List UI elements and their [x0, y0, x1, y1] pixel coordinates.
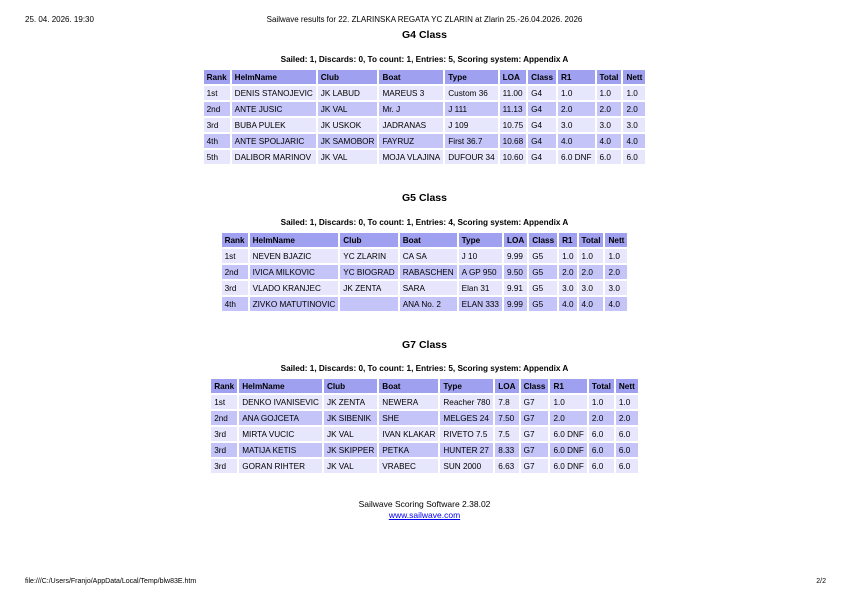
- cell-total: 1.0: [579, 249, 604, 263]
- column-header-helm: HelmName: [239, 379, 322, 393]
- cell-class: G7: [521, 411, 549, 425]
- column-header-r1: R1: [558, 70, 594, 84]
- cell-type: ELAN 333: [459, 297, 502, 311]
- cell-type: J 109: [445, 118, 497, 132]
- table-row: [222, 297, 628, 311]
- cell-loa: 11.00: [500, 86, 527, 100]
- cell-class: G5: [529, 281, 557, 295]
- column-header-rank: Rank: [222, 233, 248, 247]
- cell-total: 4.0: [597, 134, 622, 148]
- cell-nett: 2.0: [605, 265, 627, 279]
- cell-type: Reacher 780: [440, 395, 493, 409]
- table-row: [211, 411, 638, 425]
- cell-helm: MATIJA KETIS: [239, 443, 322, 457]
- cell-nett: 4.0: [605, 297, 627, 311]
- column-header-club: Club: [318, 70, 378, 84]
- column-header-total: Total: [579, 233, 604, 247]
- table-row: [222, 265, 628, 279]
- column-header-nett: Nett: [605, 233, 627, 247]
- cell-club: JK SKIPPER: [324, 443, 377, 457]
- page-number: 2/2: [816, 578, 826, 585]
- cell-total: 2.0: [579, 265, 604, 279]
- cell-r1: 1.0: [558, 86, 594, 100]
- cell-class: G7: [521, 443, 549, 457]
- cell-loa: 10.75: [500, 118, 527, 132]
- cell-total: 6.0: [589, 427, 614, 441]
- cell-loa: 10.68: [500, 134, 527, 148]
- column-header-boat: Boat: [379, 70, 443, 84]
- software-name: Sailwave Scoring Software 2.38.02: [358, 499, 491, 509]
- cell-loa: 8.33: [495, 443, 518, 457]
- cell-nett: 1.0: [623, 86, 645, 100]
- table-row: [204, 150, 646, 164]
- table-row: [204, 118, 646, 132]
- cell-boat: RABASCHEN: [400, 265, 457, 279]
- cell-rank: 5th: [204, 150, 230, 164]
- cell-total: 1.0: [589, 395, 614, 409]
- cell-r1: 1.0: [559, 249, 576, 263]
- cell-boat: FAYRUZ: [379, 134, 443, 148]
- table-header-row: [211, 379, 638, 393]
- cell-r1: 6.0 DNF: [558, 150, 594, 164]
- cell-r1: 4.0: [559, 297, 576, 311]
- cell-class: G4: [528, 86, 556, 100]
- cell-type: Custom 36: [445, 86, 497, 100]
- column-header-club: Club: [324, 379, 377, 393]
- table-row: [211, 427, 638, 441]
- cell-class: G5: [529, 297, 557, 311]
- cell-boat: MAREUS 3: [379, 86, 443, 100]
- column-header-total: Total: [589, 379, 614, 393]
- cell-club: JK SAMOBOR: [318, 134, 378, 148]
- cell-type: DUFOUR 34: [445, 150, 497, 164]
- table-row: [204, 86, 646, 100]
- cell-club: JK ZENTA: [324, 395, 377, 409]
- table-row: [211, 459, 638, 473]
- cell-boat: NEWERA: [379, 395, 438, 409]
- cell-rank: 4th: [204, 134, 230, 148]
- column-header-r1: R1: [550, 379, 586, 393]
- cell-loa: 9.99: [504, 249, 527, 263]
- file-path: file:///C:/Users/Franjo/AppData/Local/Temp/blw83E.htm: [25, 578, 197, 585]
- column-header-type: Type: [445, 70, 497, 84]
- cell-helm: BUBA PULEK: [232, 118, 316, 132]
- cell-total: 6.0: [589, 459, 614, 473]
- cell-nett: 2.0: [623, 102, 645, 116]
- cell-nett: 2.0: [616, 411, 638, 425]
- column-header-loa: LOA: [500, 70, 527, 84]
- cell-club: JK SIBENIK: [324, 411, 377, 425]
- cell-loa: 7.50: [495, 411, 518, 425]
- section-title: G5 Class: [402, 192, 447, 204]
- cell-helm: GORAN RIHTER: [239, 459, 322, 473]
- table-row: [222, 281, 628, 295]
- cell-club: JK VAL: [324, 427, 377, 441]
- column-header-rank: Rank: [204, 70, 230, 84]
- print-title: Sailwave results for 22. ZLARINSKA REGATA YC ZLARIN at Zlarin 25.-26.04.2026. 2026: [266, 15, 583, 24]
- cell-class: G5: [529, 249, 557, 263]
- cell-helm: DENIS STANOJEVIC: [232, 86, 316, 100]
- results-table: [202, 68, 648, 166]
- cell-rank: 3rd: [211, 459, 237, 473]
- cell-total: 3.0: [579, 281, 604, 295]
- cell-boat: SARA: [400, 281, 457, 295]
- cell-rank: 1st: [211, 395, 237, 409]
- column-header-r1: R1: [559, 233, 576, 247]
- section-summary: Sailed: 1, Discards: 0, To count: 1, Entries: 4, Scoring system: Appendix A: [280, 218, 569, 227]
- cell-r1: 2.0: [558, 102, 594, 116]
- cell-type: Elan 31: [459, 281, 502, 295]
- section-summary: Sailed: 1, Discards: 0, To count: 1, Entries: 5, Scoring system: Appendix A: [280, 55, 569, 64]
- column-header-boat: Boat: [400, 233, 457, 247]
- cell-class: G7: [521, 395, 549, 409]
- cell-boat: MOJA VLAJINA: [379, 150, 443, 164]
- software-credit: [0, 499, 849, 521]
- column-header-class: Class: [529, 233, 557, 247]
- table-row: [211, 395, 638, 409]
- cell-type: J 10: [459, 249, 502, 263]
- cell-boat: JADRANAS: [379, 118, 443, 132]
- cell-boat: SHE: [379, 411, 438, 425]
- cell-loa: 6.63: [495, 459, 518, 473]
- cell-loa: 7.8: [495, 395, 518, 409]
- table-header-row: [222, 233, 628, 247]
- column-header-helm: HelmName: [250, 233, 339, 247]
- cell-r1: 2.0: [550, 411, 586, 425]
- cell-nett: 4.0: [623, 134, 645, 148]
- print-datetime: 25. 04. 2026. 19:30: [25, 15, 94, 24]
- cell-type: RIVETO 7.5: [440, 427, 493, 441]
- cell-total: 6.0: [597, 150, 622, 164]
- cell-type: SUN 2000: [440, 459, 493, 473]
- cell-club: YC ZLARIN: [340, 249, 397, 263]
- cell-total: 2.0: [589, 411, 614, 425]
- column-header-loa: LOA: [504, 233, 527, 247]
- column-header-helm: HelmName: [232, 70, 316, 84]
- cell-class: G7: [521, 459, 549, 473]
- cell-total: 4.0: [579, 297, 604, 311]
- cell-helm: DALIBOR MARINOV: [232, 150, 316, 164]
- column-header-type: Type: [440, 379, 493, 393]
- cell-r1: 2.0: [559, 265, 576, 279]
- cell-r1: 3.0: [558, 118, 594, 132]
- section-title: G7 Class: [402, 339, 447, 351]
- cell-class: G4: [528, 102, 556, 116]
- cell-nett: 6.0: [616, 443, 638, 457]
- table-row: [222, 249, 628, 263]
- cell-rank: 3rd: [222, 281, 248, 295]
- cell-rank: 1st: [222, 249, 248, 263]
- cell-nett: 1.0: [605, 249, 627, 263]
- cell-total: 2.0: [597, 102, 622, 116]
- cell-r1: 6.0 DNF: [550, 459, 586, 473]
- cell-boat: CA SA: [400, 249, 457, 263]
- results-table: [220, 231, 630, 313]
- cell-rank: 2nd: [222, 265, 248, 279]
- column-header-type: Type: [459, 233, 502, 247]
- cell-boat: IVAN KLAKAR: [379, 427, 438, 441]
- cell-rank: 4th: [222, 297, 248, 311]
- cell-boat: PETKA: [379, 443, 438, 457]
- column-header-loa: LOA: [495, 379, 518, 393]
- cell-nett: 1.0: [616, 395, 638, 409]
- cell-club: JK USKOK: [318, 118, 378, 132]
- cell-class: G4: [528, 150, 556, 164]
- cell-boat: Mr. J: [379, 102, 443, 116]
- cell-class: G4: [528, 134, 556, 148]
- cell-club: JK VAL: [318, 102, 378, 116]
- cell-club: JK ZENTA: [340, 281, 397, 295]
- section-g4: [0, 29, 849, 166]
- cell-nett: 3.0: [605, 281, 627, 295]
- cell-total: 3.0: [597, 118, 622, 132]
- cell-rank: 3rd: [211, 443, 237, 457]
- cell-loa: 10.60: [500, 150, 527, 164]
- cell-r1: 4.0: [558, 134, 594, 148]
- cell-rank: 3rd: [211, 427, 237, 441]
- results-table: [209, 377, 640, 475]
- cell-class: G5: [529, 265, 557, 279]
- cell-helm: DENKO IVANISEVIC: [239, 395, 322, 409]
- column-header-nett: Nett: [623, 70, 645, 84]
- section-g7: [0, 339, 849, 475]
- column-header-club: Club: [340, 233, 397, 247]
- cell-total: 6.0: [589, 443, 614, 457]
- cell-rank: 2nd: [204, 102, 230, 116]
- cell-helm: ANTE JUSIC: [232, 102, 316, 116]
- cell-helm: ZIVKO MATUTINOVIC: [250, 297, 339, 311]
- cell-class: G7: [521, 427, 549, 441]
- section-g5: [0, 192, 849, 313]
- cell-helm: MIRTA VUCIC: [239, 427, 322, 441]
- cell-r1: 1.0: [550, 395, 586, 409]
- table-row: [204, 102, 646, 116]
- section-summary: Sailed: 1, Discards: 0, To count: 1, Entries: 5, Scoring system: Appendix A: [280, 364, 569, 373]
- cell-type: HUNTER 27: [440, 443, 493, 457]
- table-row: [204, 134, 646, 148]
- cell-class: G4: [528, 118, 556, 132]
- cell-club: YC BIOGRAD: [340, 265, 397, 279]
- cell-loa: 9.99: [504, 297, 527, 311]
- column-header-class: Class: [528, 70, 556, 84]
- cell-helm: ANA GOJCETA: [239, 411, 322, 425]
- cell-nett: 3.0: [623, 118, 645, 132]
- cell-helm: IVICA MILKOVIC: [250, 265, 339, 279]
- table-header-row: [204, 70, 646, 84]
- cell-loa: 11.13: [500, 102, 527, 116]
- cell-type: First 36.7: [445, 134, 497, 148]
- cell-r1: 6.0 DNF: [550, 427, 586, 441]
- cell-nett: 6.0: [616, 459, 638, 473]
- cell-loa: 7.5: [495, 427, 518, 441]
- cell-club: [340, 297, 397, 311]
- column-header-class: Class: [521, 379, 549, 393]
- cell-nett: 6.0: [616, 427, 638, 441]
- cell-club: JK VAL: [318, 150, 378, 164]
- column-header-rank: Rank: [211, 379, 237, 393]
- cell-rank: 3rd: [204, 118, 230, 132]
- column-header-nett: Nett: [616, 379, 638, 393]
- cell-type: J 111: [445, 102, 497, 116]
- column-header-total: Total: [597, 70, 622, 84]
- cell-loa: 9.91: [504, 281, 527, 295]
- cell-total: 1.0: [597, 86, 622, 100]
- cell-club: JK LABUD: [318, 86, 378, 100]
- cell-helm: ANTE SPOLJARIC: [232, 134, 316, 148]
- section-title: G4 Class: [402, 29, 447, 41]
- cell-rank: 2nd: [211, 411, 237, 425]
- cell-r1: 3.0: [559, 281, 576, 295]
- cell-boat: VRABEC: [379, 459, 438, 473]
- cell-helm: VLADO KRANJEC: [250, 281, 339, 295]
- cell-club: JK VAL: [324, 459, 377, 473]
- cell-type: MELGES 24: [440, 411, 493, 425]
- cell-type: A GP 950: [459, 265, 502, 279]
- cell-rank: 1st: [204, 86, 230, 100]
- column-header-boat: Boat: [379, 379, 438, 393]
- cell-nett: 6.0: [623, 150, 645, 164]
- cell-r1: 6.0 DNF: [550, 443, 586, 457]
- sailwave-link[interactable]: www.sailwave.com: [388, 510, 461, 520]
- cell-boat: ANA No. 2: [400, 297, 457, 311]
- cell-helm: NEVEN BJAZIC: [250, 249, 339, 263]
- cell-loa: 9.50: [504, 265, 527, 279]
- table-row: [211, 443, 638, 457]
